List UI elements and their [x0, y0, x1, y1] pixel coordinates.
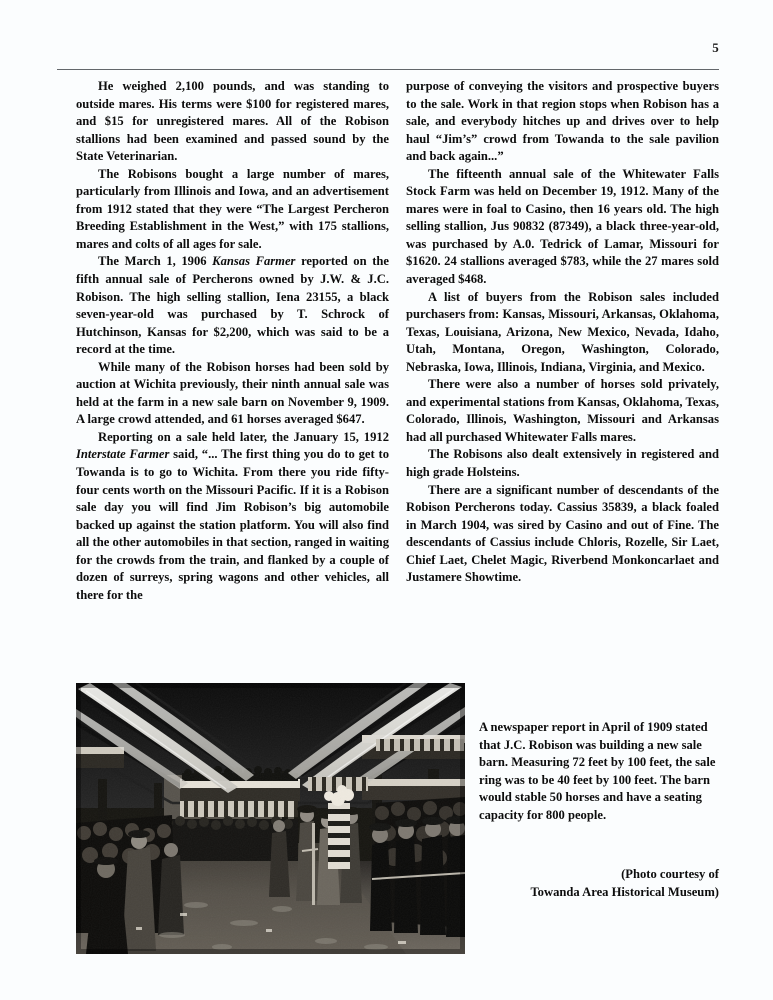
- paragraph: The Robisons also dealt extensively in registered and high grade Holsteins.: [406, 447, 719, 480]
- photo-caption: [479, 719, 719, 825]
- caption-text: A newspaper report in April of 1909 stated that J.C. Robison was building a new sale barn. Measuring 72 feet by 100 feet, the sale ring was to be 40 feet by 100 feet. The barn would stable 50 horses and have a seating capacity for 800 people.: [479, 720, 716, 822]
- body-column-left: [76, 78, 389, 604]
- paragraph: purpose of conveying the visitors and prospective buyers to the sale. Work in that region stops when Robison has a sale, and everybody hitches up and drives over to help haul “Jim’s” crowd from Towanda to the sale pavilion and back again...”: [406, 79, 719, 164]
- photo-credit: [449, 866, 719, 901]
- historical-photograph: [76, 683, 465, 954]
- paragraph: There were also a number of horses sold privately, and experimental stations from Kansas, Oklahoma, Texas, Colorado, Illinois, Washington, Missouri and Arkansas had all purchased Whitewater Falls mares.: [406, 377, 719, 444]
- publication-title: Interstate Farmer: [76, 447, 170, 462]
- body-column-right: [406, 78, 719, 587]
- paragraph: There are a significant number of descendants of the Robison Percherons today. Cassius 35839, a black foaled in March 1904, was sired by Casino and out of Fine. The descendants of Cassius include Chloris, Rozelle, Sir Laet, Chief Laet, Chelet Magic, Riverbend Monkoncarlaet and Justamere Showtime.: [406, 482, 719, 585]
- paragraph: [76, 253, 389, 358]
- paragraph: [76, 429, 389, 604]
- publication-title: Kansas Farmer: [212, 254, 296, 269]
- paragraph: The fifteenth annual sale of the Whitewater Falls Stock Farm was held on December 19, 1912. Many of the mares were in foal to Casino, then 16 years old. The high selling stallion, Jus 90832 (87349), a black three-year-old, was purchased by A.0. Tedrick of Lamar, Missouri for $1620. 24 stallions averaged $783, while the 27 mares sold averaged $468.: [406, 166, 719, 287]
- paragraph: While many of the Robison horses had been sold by auction at Wichita previously, their ninth annual sale was held at the farm in a new sale barn on November 9, 1909. A large crowd attended, and 61 horses averaged $647.: [76, 359, 389, 427]
- paragraph: The Robisons bought a large number of mares, particularly from Illinois and Iowa, and an advertisement from 1912 stated that they were “The Largest Percheron Breeding Establishment in the West,” with 175 stallions, mares and colts of all ages for sale.: [76, 166, 389, 251]
- photo-credit-line-1: (Photo courtesy of: [621, 867, 719, 881]
- paragraph: He weighed 2,100 pounds, and was standing to outside mares. His terms were $100 for registered mares, and $15 for unregistered mares. All of the Robison stallions had been examined and passed sound by the State Veterinarian.: [76, 79, 389, 164]
- paragraph-segment: said, “... The first thing you do to get to Towanda is to go to Wichita. From there you ride fifty-four cents worth on the Missouri Pacific. If it is a Robison sale day you will find Jim Robison’s big automobile backed up against the station platform. You will also find all the other automobiles in that section, ranged in waiting for the crowds from the train, and flanked by a couple of dozen of surreys, spring wagons and other vehicles, all there for the: [76, 447, 389, 602]
- photo-credit-line-2: Towanda Area Historical Museum): [530, 884, 719, 899]
- header-rule: [57, 69, 719, 70]
- paragraph-segment: Reporting on a sale held later, the January 15, 1912: [98, 429, 389, 444]
- paragraph: A list of buyers from the Robison sales included purchasers from: Kansas, Missouri, Arkansas, Oklahoma, Texas, Louisiana, Arizona, New Mexico, Nevada, Idaho, Utah, Montana, Oregon, Washington, Colorado, Nebraska, Iowa, Illinois, Indiana, Virginia, and Mexico.: [406, 289, 719, 374]
- page-number: 5: [712, 40, 719, 55]
- photograph-image: [76, 683, 465, 954]
- paragraph-segment: The March 1, 1906: [98, 254, 213, 269]
- paragraph-segment: reported on the fifth annual sale of Percherons owned by J.W. & J.C. Robison. The high selling stallion, Iena 23155, a black seven-year-old was purchased by T. Schrock of Hutchinson, Kansas for $2,200, which was said to be a record at the time.: [76, 254, 389, 357]
